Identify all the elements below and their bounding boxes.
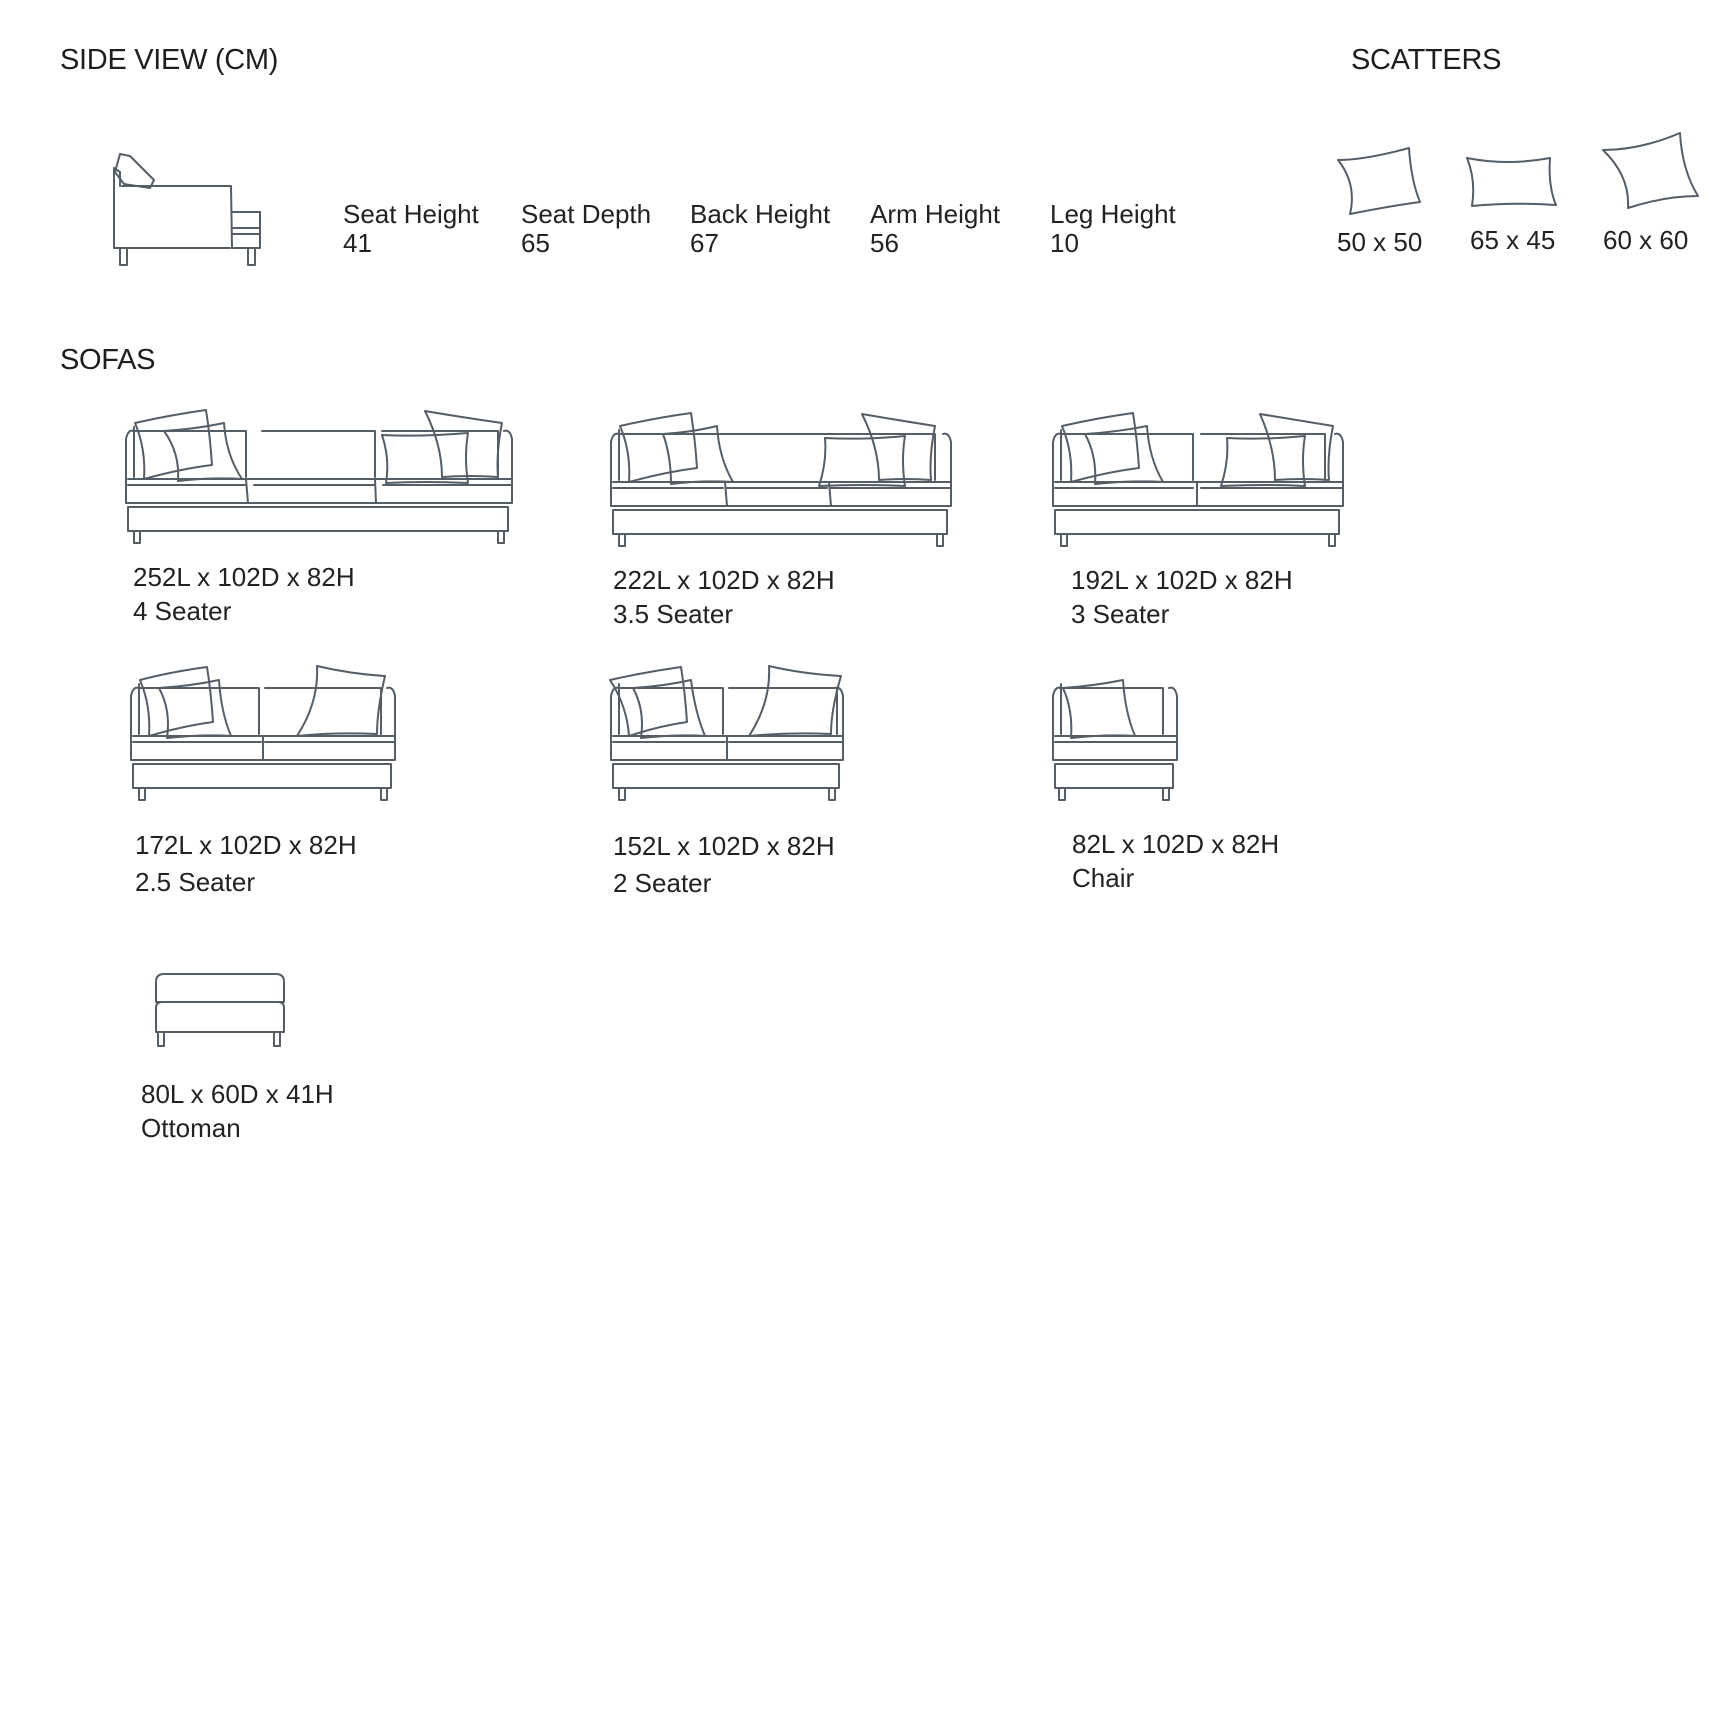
spec-value: 56	[870, 228, 899, 258]
sofa-3-5-seater-drawing	[605, 408, 955, 548]
spec-leg-height	[1050, 200, 1176, 258]
sofa-2-seater-drawing	[605, 662, 855, 802]
spec-label: Arm Height	[870, 199, 1001, 229]
ottoman-drawing	[150, 972, 290, 1052]
scatter-size-label: 60 x 60	[1603, 225, 1689, 255]
sofa-name: 3 Seater	[1071, 599, 1170, 629]
spec-seat-depth	[521, 200, 651, 258]
scatter-cushion-60x60-drawing	[1600, 130, 1700, 215]
scatter-cushion-65x45-drawing	[1462, 150, 1562, 220]
sofa-side-view-drawing	[110, 150, 270, 270]
scatter-size-label: 50 x 50	[1337, 227, 1423, 257]
sofa-name: Chair	[1072, 863, 1135, 893]
side-view-heading: SIDE VIEW (CM)	[60, 44, 279, 76]
sofa-3-5-seater-caption	[613, 563, 835, 631]
sofa-dimensions: 252L x 102D x 82H	[133, 562, 355, 592]
scatter-size-label: 65 x 45	[1470, 225, 1556, 255]
ottoman-name: Ottoman	[141, 1113, 241, 1143]
sofa-4-seater-caption	[133, 560, 355, 628]
sofa-2-seater-caption	[613, 828, 835, 902]
sofa-name: 4 Seater	[133, 596, 232, 626]
sofa-3-seater-caption	[1071, 563, 1293, 631]
spec-value: 67	[690, 228, 719, 258]
spec-value: 41	[343, 228, 372, 258]
chair-caption	[1072, 827, 1279, 895]
chair-drawing	[1047, 662, 1187, 802]
spec-label: Back Height	[690, 199, 831, 229]
sofa-2-5-seater-drawing	[125, 662, 405, 802]
sofas-heading: SOFAS	[60, 344, 156, 376]
sofa-dimensions: 152L x 102D x 82H	[613, 831, 835, 861]
spec-back-height	[690, 200, 830, 258]
sofa-4-seater-drawing	[120, 405, 520, 545]
scatter-cushion-50x50-drawing	[1335, 140, 1425, 220]
sofa-2-5-seater-caption	[135, 827, 357, 901]
ottoman-dimensions: 80L x 60D x 41H	[141, 1079, 334, 1109]
spec-value: 10	[1050, 228, 1079, 258]
sofa-dimensions: 172L x 102D x 82H	[135, 830, 357, 860]
sofa-3-seater-drawing	[1047, 408, 1347, 548]
ottoman-caption	[141, 1077, 334, 1145]
sofa-dimensions: 82L x 102D x 82H	[1072, 829, 1280, 859]
spec-label: Seat Height	[343, 199, 479, 229]
sofa-dimensions: 192L x 102D x 82H	[1071, 565, 1293, 595]
sofa-dimensions: 222L x 102D x 82H	[613, 565, 835, 595]
sofa-name: 2 Seater	[613, 868, 712, 898]
sofa-name: 2.5 Seater	[135, 867, 255, 897]
spec-arm-height	[870, 200, 1000, 258]
spec-value: 65	[521, 228, 550, 258]
sofa-name: 3.5 Seater	[613, 599, 733, 629]
scatters-heading: SCATTERS	[1351, 44, 1502, 76]
spec-label: Seat Depth	[521, 199, 652, 229]
spec-label: Leg Height	[1050, 199, 1176, 229]
spec-seat-height	[343, 200, 479, 258]
